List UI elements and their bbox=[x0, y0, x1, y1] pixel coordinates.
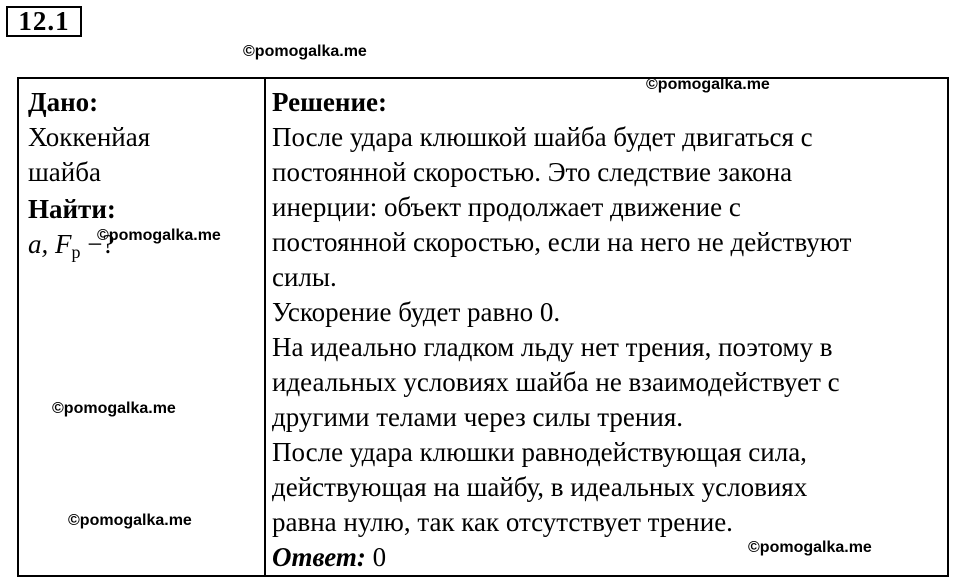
watermark: ©pomogalka.me bbox=[748, 539, 872, 556]
watermark: ©pomogalka.me bbox=[52, 400, 176, 417]
solution-line: После удара клюшкой шайба будет двигаться с bbox=[272, 122, 813, 152]
given-line: Хоккенйая bbox=[28, 122, 151, 152]
answer-value: 0 bbox=[365, 542, 387, 572]
given-heading: Дано: bbox=[28, 87, 99, 117]
solution-line: силы. bbox=[272, 262, 337, 292]
column-divider bbox=[264, 79, 266, 575]
solution-line: равна нулю, так как отсутствует трение. bbox=[272, 507, 733, 537]
watermark: ©pomogalka.me bbox=[97, 227, 221, 244]
find-expression-subscript: р bbox=[71, 242, 81, 262]
solution-line: другими телами через силы трения. bbox=[272, 402, 683, 432]
find-heading: Найти: bbox=[28, 194, 116, 224]
solution-line: идеальных условиях шайба не взаимодействует с bbox=[272, 367, 840, 397]
find-expression-suffix: −? bbox=[80, 229, 115, 259]
problem-number: 12.1 bbox=[6, 6, 82, 37]
solution-line: инерции: объект продолжает движение с bbox=[272, 192, 741, 222]
watermark: ©pomogalka.me bbox=[243, 43, 367, 60]
solution-line: На идеально гладком льду нет трения, поэтому в bbox=[272, 332, 833, 362]
solution-line: постоянной скоростью. Это следствие закона bbox=[272, 157, 793, 187]
solution-table bbox=[17, 77, 949, 577]
answer-label: Ответ: bbox=[272, 542, 366, 572]
solution-heading: Решение: bbox=[272, 87, 387, 117]
solution-column bbox=[272, 85, 944, 575]
find-expression-main: a, F bbox=[28, 229, 72, 259]
solution-line: Ускорение будет равно 0. bbox=[272, 297, 561, 327]
given-line: шайба bbox=[28, 157, 101, 187]
watermark: ©pomogalka.me bbox=[68, 512, 192, 529]
solution-line: действующая на шайбу, в идеальных условиях bbox=[272, 472, 808, 502]
solution-line: После удара клюшки равнодействующая сила, bbox=[272, 437, 807, 467]
solution-line: постоянной скоростью, если на него не действуют bbox=[272, 227, 852, 257]
watermark: ©pomogalka.me bbox=[646, 76, 770, 93]
